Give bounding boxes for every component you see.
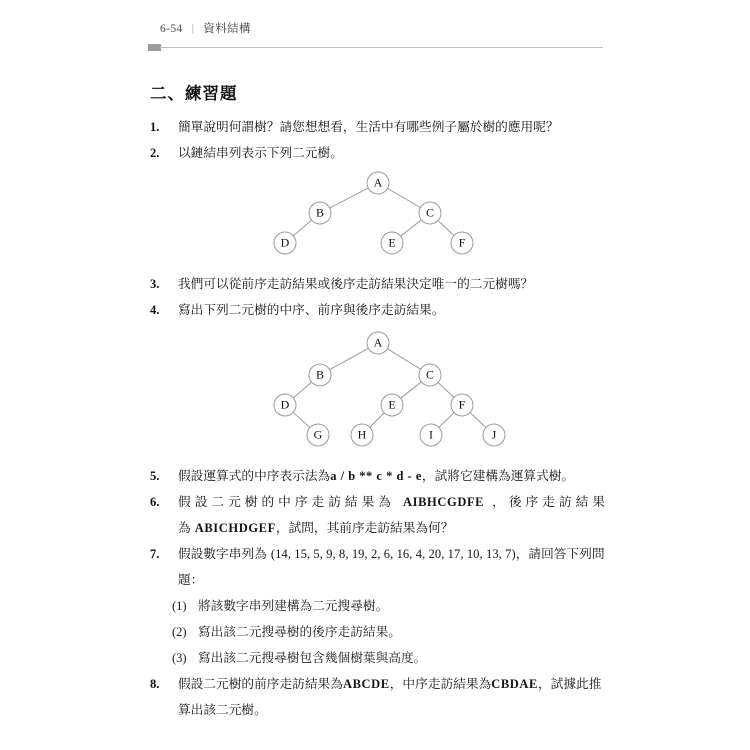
question-item-2 [150,140,605,166]
tree-node-label: G [313,427,323,442]
page-folio: 6-54 [160,23,183,35]
tree-edge-A-C [388,188,421,207]
question-6-mid: ，後序走訪結果為 [178,494,605,535]
subitem-label: (1) [172,599,187,613]
question-text: 簡單說明何謂樹？請您想想看，生活中有哪些例子屬於樹的應用呢？ [178,119,559,134]
inorder-traversal-result: CBDAE [491,677,538,691]
tree-node-label: I [429,427,433,442]
question-text: 以鏈結串列表示下列二元樹。 [178,145,343,160]
binary-tree-figure-q2 [260,170,500,266]
question-text: 我們可以從前序走訪結果或後序走訪結果決定唯一的二元樹嗎？ [178,276,534,291]
tree-node-B [309,364,331,386]
tree-node-label: D [280,235,290,250]
tree-edge-A-B [330,348,369,369]
tree-node-E [381,232,403,254]
tree-node-label: C [425,205,435,220]
tree-node-label: E [388,235,396,250]
tree-edge-C-E [401,220,422,236]
tree-node-I [420,424,442,446]
question-8-lead: 假設二元樹的前序走訪結果為 [178,676,343,691]
binary-tree-figure-q4 [260,330,520,456]
tree-edge-D-G [293,412,310,427]
section-title: 二、練習題 [150,84,238,103]
tree-node-B [309,202,331,224]
question-5-tail: ，試將它建構為運算式樹。 [421,468,575,483]
header-rule-line [160,47,603,48]
subitem-text: 將該數字串列建構為二元搜尋樹。 [198,598,389,613]
question-item-8 [150,671,605,723]
tree-diagram-svg [260,330,520,456]
subitem-text: 寫出該二元搜尋樹的後序走訪結果。 [198,624,401,639]
subitem-text: 寫出該二元搜尋樹包含幾個樹葉與高度。 [198,650,427,665]
postorder-traversal-result: ABICHDGEF [194,521,276,535]
tree-edge-C-E [401,382,422,398]
tree-node-label: B [315,367,325,382]
question-8-tail: ，試據此推算出該二元樹。 [178,676,602,717]
tree-node-label: C [425,367,435,382]
tree-node-H [351,424,373,446]
tree-node-label: A [373,175,383,190]
question-7-subitem-3 [172,645,605,671]
question-7-subitem-1 [172,593,605,619]
tree-node-label: F [458,235,466,250]
header-rule [148,44,603,52]
tree-node-C [419,364,441,386]
tree-node-J [483,424,505,446]
question-item-3 [150,271,605,297]
tree-edge-F-I [439,413,454,428]
question-6-lead: 假設二元樹的中序走訪結果為 [178,494,395,509]
tree-edge-C-F [438,383,454,398]
question-number: 1. [150,120,160,134]
question-item-6 [150,489,605,541]
tree-node-D [274,232,296,254]
question-text [178,463,605,489]
tree-edge-E-H [370,413,384,427]
tree-node-F [451,232,473,254]
tree-node-A [367,332,389,354]
question-text [178,541,605,593]
preorder-traversal-result: ABCDE [342,677,390,691]
tree-node-label: J [491,427,497,442]
tree-node-F [451,394,473,416]
tree-node-G [307,424,329,446]
tree-edge-F-J [470,413,486,428]
question-number: 4. [150,303,160,317]
tree-node-C [419,202,441,224]
subitem-label: (3) [172,651,187,665]
tree-edge-B-D [293,382,311,398]
inorder-traversal-result: AIBHCGDFE [403,495,485,509]
tree-node-label: F [458,397,466,412]
question-7-subitem-2 [172,619,605,645]
question-number: 2. [150,146,160,160]
running-header [160,20,600,36]
tree-diagram-svg [260,170,500,266]
tree-node-A [367,172,389,194]
tree-edge-B-D [293,220,311,236]
question-number: 3. [150,277,160,291]
question-8-mid: ，中序走訪結果為 [389,676,492,691]
book-title: 資料結構 [203,21,251,35]
question-7-tail: ，請回答下列問題： [178,546,605,587]
header-separator: | [191,22,195,34]
question-number: 5. [150,469,160,483]
question-text [178,671,605,723]
tree-node-D [274,394,296,416]
question-text [178,489,605,541]
question-number: 6. [150,495,160,509]
tree-edge-A-B [330,188,368,208]
tree-edge-C-F [438,221,454,236]
tree-node-label: A [373,335,383,350]
question-text: 寫出下列二元樹的中序、前序與後序走訪結果。 [178,302,445,317]
expression-infix: a / b ** c * d - e [330,469,422,483]
number-sequence: (14, 15, 5, 9, 8, 19, 2, 6, 16, 4, 20, 17, 10, 13, 7) [270,547,516,561]
tree-edge-A-C [387,349,420,369]
question-6-tail: ，試問，其前序走訪結果為何？ [275,520,454,535]
question-7-lead: 假設數字串列為 [178,546,267,561]
question-item-7 [150,541,605,593]
tree-node-label: B [315,205,325,220]
question-item-4 [150,297,605,323]
tree-node-label: H [357,427,367,442]
question-number: 8. [150,677,160,691]
question-item-1 [150,114,605,140]
tree-node-label: E [388,397,396,412]
subitem-label: (2) [172,625,187,639]
tree-node-label: D [280,397,290,412]
question-number: 7. [150,547,160,561]
question-5-lead: 假設運算式的中序表示法為 [178,468,331,483]
tree-node-E [381,394,403,416]
question-item-5 [150,463,605,489]
